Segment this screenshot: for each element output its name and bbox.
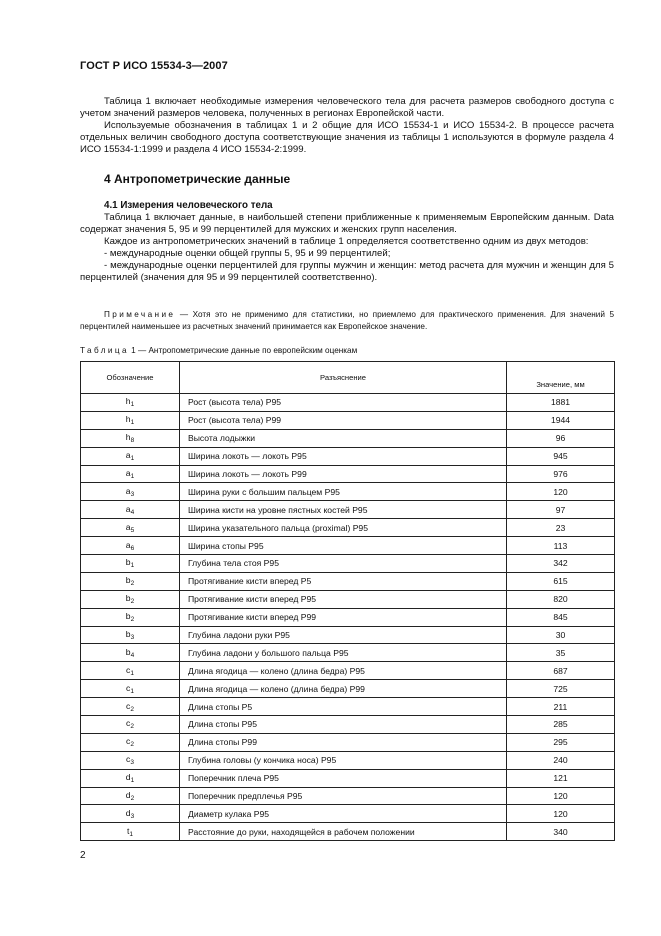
symbol-letter: d xyxy=(125,807,131,818)
cell-value: 113 xyxy=(507,537,615,555)
subsection-title: 4.1 Измерения человеческого тела xyxy=(104,200,273,211)
cell-symbol xyxy=(81,572,180,590)
table-row xyxy=(81,680,615,698)
cell-description: Протягивание кисти вперед Р95 xyxy=(180,590,507,608)
symbol-subscript: 1 xyxy=(129,830,133,838)
cell-value: 1944 xyxy=(507,411,615,429)
cell-value: 687 xyxy=(507,662,615,680)
cell-description: Ширина стопы Р95 xyxy=(180,537,507,555)
header-description: Разъяснение xyxy=(180,362,507,394)
cell-symbol xyxy=(81,608,180,626)
cell-value: 976 xyxy=(507,465,615,483)
cell-value: 342 xyxy=(507,555,615,573)
cell-description: Рост (высота тела) Р99 xyxy=(180,411,507,429)
note-block xyxy=(80,309,614,333)
cell-symbol xyxy=(81,429,180,447)
cell-value: 30 xyxy=(507,626,615,644)
symbol-letter: a xyxy=(125,521,131,532)
table-row xyxy=(81,447,615,465)
section-list-item-2: - международные оценки перцентилей для группы мужчин и женщин: метод расчета для мужчин и женщин для 5 перцентилей (значения для 95 и 99 перцентилей соответственно). xyxy=(80,260,614,284)
table-row xyxy=(81,751,615,769)
symbol-letter: c xyxy=(126,664,131,675)
symbol-subscript: 2 xyxy=(130,723,134,731)
table-row xyxy=(81,769,615,787)
cell-value: 211 xyxy=(507,698,615,716)
cell-symbol xyxy=(81,733,180,751)
cell-description: Расстояние до руки, находящейся в рабочем положении xyxy=(180,823,507,841)
symbol-subscript: 1 xyxy=(130,562,135,570)
cell-value: 121 xyxy=(507,769,615,787)
symbol-subscript: 2 xyxy=(130,705,134,713)
symbol-subscript: 3 xyxy=(130,812,135,820)
table-caption-text: 1 — Антропометрические данные по европейским оценкам xyxy=(128,346,358,355)
cell-value: 120 xyxy=(507,483,615,501)
cell-description: Глубина тела стоя Р95 xyxy=(180,555,507,573)
cell-description: Длина стопы Р99 xyxy=(180,733,507,751)
cell-symbol xyxy=(81,519,180,537)
section-title: 4 Антропометрические данные xyxy=(104,172,291,186)
cell-symbol xyxy=(81,716,180,734)
symbol-letter: h xyxy=(125,414,131,425)
cell-symbol xyxy=(81,769,180,787)
table-row xyxy=(81,662,615,680)
anthropometric-table xyxy=(80,361,615,841)
cell-symbol xyxy=(81,626,180,644)
cell-description: Высота лодыжки xyxy=(180,429,507,447)
cell-description: Длина ягодица — колено (длина бедра) Р95 xyxy=(180,662,507,680)
symbol-letter: h xyxy=(125,396,131,407)
symbol-letter: a xyxy=(125,485,131,496)
symbol-subscript: 6 xyxy=(130,544,135,552)
cell-symbol xyxy=(81,555,180,573)
table-row xyxy=(81,501,615,519)
cell-symbol xyxy=(81,680,180,698)
intro-paragraph-1: Таблица 1 включает необходимые измерения человеческого тела для расчета размеров свободного доступа с учетом значений размеров человека, полученных в регионах Европейской части. xyxy=(80,96,614,120)
symbol-subscript: 2 xyxy=(130,598,135,606)
cell-description: Ширина локоть — локоть Р95 xyxy=(180,447,507,465)
symbol-subscript: 1 xyxy=(130,455,135,463)
symbol-subscript: 2 xyxy=(130,616,135,624)
symbol-subscript: 1 xyxy=(130,777,135,785)
cell-description: Ширина руки с большим пальцем Р95 xyxy=(180,483,507,501)
table-row xyxy=(81,733,615,751)
symbol-subscript: 5 xyxy=(130,526,135,534)
cell-value: 120 xyxy=(507,787,615,805)
cell-value: 845 xyxy=(507,608,615,626)
table-row xyxy=(81,608,615,626)
note-text: — Хотя это не применимо для статистики, но приемлемо для практического применения. Для значений 5 перцентилей наименьшее из расчетных значений принимается как Европейское значение. xyxy=(80,310,614,331)
document-header: ГОСТ Р ИСО 15534-3—2007 xyxy=(80,60,228,72)
header-symbol: Обозначение xyxy=(81,362,180,394)
symbol-letter: c xyxy=(126,700,131,711)
cell-symbol xyxy=(81,644,180,662)
symbol-subscript: 1 xyxy=(130,669,134,677)
symbol-letter: c xyxy=(126,718,131,729)
note-label: Примечание xyxy=(104,310,176,319)
intro-paragraph-2: Используемые обозначения в таблицах 1 и 2 общие для ИСО 15534-1 и ИСО 15534-2. В процессе расчета отдельных величин свободного доступа соответствующие значения из таблицы 1 используются в формуле раздела 4 ИСО 15534-1:1999 и раздела 4 ИСО 15534-2:1999. xyxy=(80,120,614,156)
cell-value: 615 xyxy=(507,572,615,590)
table-row xyxy=(81,394,615,412)
symbol-subscript: 3 xyxy=(130,634,135,642)
cell-value: 35 xyxy=(507,644,615,662)
symbol-letter: h xyxy=(125,432,131,443)
symbol-letter: b xyxy=(125,629,131,640)
cell-symbol xyxy=(81,465,180,483)
cell-value: 285 xyxy=(507,716,615,734)
cell-description: Длина стопы Р5 xyxy=(180,698,507,716)
cell-description: Рост (высота тела) Р95 xyxy=(180,394,507,412)
table-row xyxy=(81,572,615,590)
symbol-letter: c xyxy=(126,736,131,747)
table-row xyxy=(81,537,615,555)
symbol-letter: b xyxy=(125,611,131,622)
cell-value: 945 xyxy=(507,447,615,465)
cell-symbol xyxy=(81,411,180,429)
table-row xyxy=(81,411,615,429)
table-caption-label: Таблица xyxy=(80,346,129,355)
cell-description: Протягивание кисти вперед Р5 xyxy=(180,572,507,590)
cell-value: 340 xyxy=(507,823,615,841)
symbol-subscript: 1 xyxy=(130,473,135,480)
cell-description: Длина ягодица — колено (длина бедра) Р99 xyxy=(180,680,507,698)
page-number: 2 xyxy=(80,850,86,861)
cell-value: 97 xyxy=(507,501,615,519)
cell-description: Диаметр кулака Р95 xyxy=(180,805,507,823)
cell-symbol xyxy=(81,787,180,805)
symbol-letter: b xyxy=(125,575,131,586)
header-value: Значение, мм xyxy=(507,362,615,394)
cell-symbol xyxy=(81,394,180,412)
cell-value: 240 xyxy=(507,751,615,769)
cell-symbol xyxy=(81,805,180,823)
cell-description: Протягивание кисти вперед Р99 xyxy=(180,608,507,626)
table-caption xyxy=(80,346,357,355)
cell-value: 23 xyxy=(507,519,615,537)
table-row xyxy=(81,626,615,644)
symbol-letter: c xyxy=(126,682,131,693)
symbol-letter: a xyxy=(125,468,131,478)
symbol-subscript: 8 xyxy=(130,437,135,445)
cell-symbol xyxy=(81,537,180,555)
symbol-subscript: 2 xyxy=(130,580,135,588)
table-row xyxy=(81,716,615,734)
cell-symbol xyxy=(81,662,180,680)
symbol-letter: d xyxy=(125,772,131,783)
symbol-letter: d xyxy=(125,790,131,801)
cell-symbol xyxy=(81,447,180,465)
cell-description: Поперечник плеча Р95 xyxy=(180,769,507,787)
cell-description: Ширина указательного пальца (proximal) Р95 xyxy=(180,519,507,537)
cell-description: Глубина ладони руки Р95 xyxy=(180,626,507,644)
section-paragraph-2: Каждое из антропометрических значений в таблице 1 определяется соответственно одним из двух методов: xyxy=(104,236,589,248)
symbol-letter: b xyxy=(125,593,131,604)
cell-value: 96 xyxy=(507,429,615,447)
cell-description: Ширина локоть — локоть Р99 xyxy=(180,465,507,483)
symbol-letter: b xyxy=(125,646,131,657)
table-row xyxy=(81,805,615,823)
symbol-letter: a xyxy=(125,539,131,550)
symbol-subscript: 4 xyxy=(130,651,135,659)
symbol-subscript: 4 xyxy=(130,508,135,516)
cell-symbol xyxy=(81,590,180,608)
cell-symbol xyxy=(81,501,180,519)
symbol-letter: b xyxy=(125,557,131,568)
cell-symbol xyxy=(81,698,180,716)
cell-symbol xyxy=(81,751,180,769)
table-row xyxy=(81,787,615,805)
table-row xyxy=(81,823,615,841)
cell-description: Глубина головы (у кончика носа) Р95 xyxy=(180,751,507,769)
symbol-letter: a xyxy=(125,450,131,461)
cell-description: Длина стопы Р95 xyxy=(180,716,507,734)
symbol-subscript: 3 xyxy=(130,490,135,498)
table-row xyxy=(81,429,615,447)
symbol-subscript: 2 xyxy=(130,741,134,749)
cell-value: 120 xyxy=(507,805,615,823)
symbol-subscript: 1 xyxy=(130,401,135,409)
cell-value: 725 xyxy=(507,680,615,698)
cell-symbol xyxy=(81,823,180,841)
table-row xyxy=(81,590,615,608)
table-row xyxy=(81,555,615,573)
cell-description: Поперечник предплечья Р95 xyxy=(180,787,507,805)
symbol-letter: c xyxy=(126,754,131,765)
table-body xyxy=(81,394,615,841)
symbol-subscript: 1 xyxy=(130,687,134,695)
section-list-item-1: - международные оценки общей группы 5, 95 и 99 перцентилей; xyxy=(104,248,391,260)
symbol-subscript: 2 xyxy=(130,795,135,803)
cell-description: Ширина кисти на уровне пястных костей Р95 xyxy=(180,501,507,519)
cell-value: 295 xyxy=(507,733,615,751)
cell-symbol xyxy=(81,483,180,501)
table-row xyxy=(81,644,615,662)
table-row xyxy=(81,698,615,716)
table-row xyxy=(81,519,615,537)
symbol-letter: a xyxy=(125,503,131,514)
table-row xyxy=(81,465,615,483)
symbol-subscript: 3 xyxy=(130,759,134,767)
symbol-subscript: 1 xyxy=(130,419,135,427)
section-body xyxy=(80,212,614,285)
cell-value: 1881 xyxy=(507,394,615,412)
symbol-letter: t xyxy=(126,825,130,836)
section-paragraph-1: Таблица 1 включает данные, в наибольшей степени приближенные к применяемым Европейским данным. Data содержат значения 5, 95 и 99 перцентилей для мужских и женских групп населения. xyxy=(80,212,614,236)
intro-block xyxy=(80,96,614,156)
cell-description: Глубина ладони у большого пальца Р95 xyxy=(180,644,507,662)
cell-value: 820 xyxy=(507,590,615,608)
table-row xyxy=(81,483,615,501)
table-header-row xyxy=(81,362,615,394)
